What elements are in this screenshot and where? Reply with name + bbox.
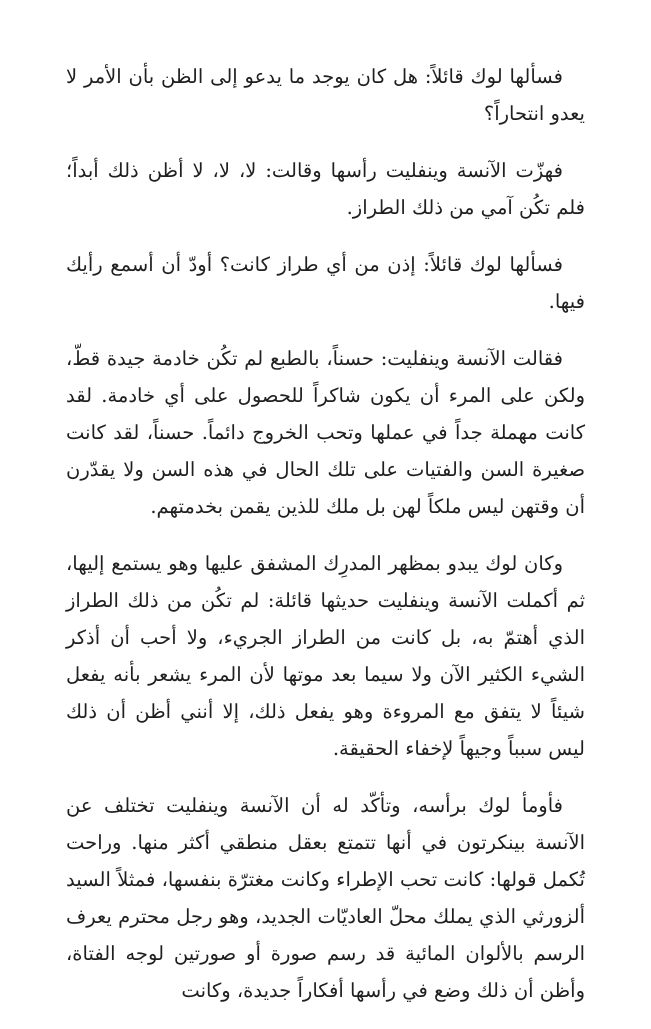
paragraph-1: فسألها لوك قائلاً: هل كان يوجد ما يدعو إلى الظن بأن الأمر لا يعدو انتحاراً؟: [66, 65, 585, 125]
paragraph-3: فسألها لوك قائلاً: إذن من أي طراز كانت؟ أودّ أن أسمع رأيك فيها.: [66, 253, 585, 313]
paragraph-6: فأومأ لوك برأسه، وتأكّد له أن الآنسة وينفليت تختلف عن الآنسة بينكرتون في أنها تتمتع بعقل منطقي أكثر منها. وراحت تُكمل قولها: كانت تحب الإطراء وكانت مغترّة بنفسها، فمثلاً السيد ألزورثي الذي يملك محلّ العاديّات الجديد، وهو رجل محترم يعرف الرسم بالألوان المائية قد رسم صورة أو صورتين لوجه الفتاة، وأظن أن ذلك وضع في رأسها أفكاراً جديدة، وكانت: [66, 794, 585, 1002]
paragraph-5: وكان لوك يبدو بمظهر المدرِك المشفق عليها وهو يستمع إليها، ثم أكملت الآنسة وينفليت حديثها قائلة: لم تكُن من ذلك الطراز الذي أهتمّ به، بل كانت من الطراز الجريء، ولا أحب أن أذكر الشيء الكثير الآن ولا سيما بعد موتها لأن المرء يشعر بأنه يفعل شيئاً لا يتفق مع المروءة وهو يفعل ذلك، إلا أنني أظن أن ذلك ليس سبباً وجيهاً لإخفاء الحقيقة.: [66, 552, 585, 760]
book-page: [66, 58, 585, 1029]
paragraph-4: فقالت الآنسة وينفليت: حسناً، بالطبع لم تكُن خادمة جيدة قطّ، ولكن على المرء أن يكون شاكراً للحصول على أي خادمة. لقد كانت مهملة جداً في عملها وتحب الخروج دائماً. حسناً، لقد كانت صغيرة السن والفتيات على تلك الحال في هذه السن ولا يقدّرن أن وقتهن ليس ملكاً لهن بل ملك للذين يقمن بخدمتهم.: [66, 347, 585, 518]
paragraph-2: فهزّت الآنسة وينفليت رأسها وقالت: لا، لا، لا أظن ذلك أبداً؛ فلم تكُن آمي من ذلك الطراز.: [66, 159, 585, 219]
